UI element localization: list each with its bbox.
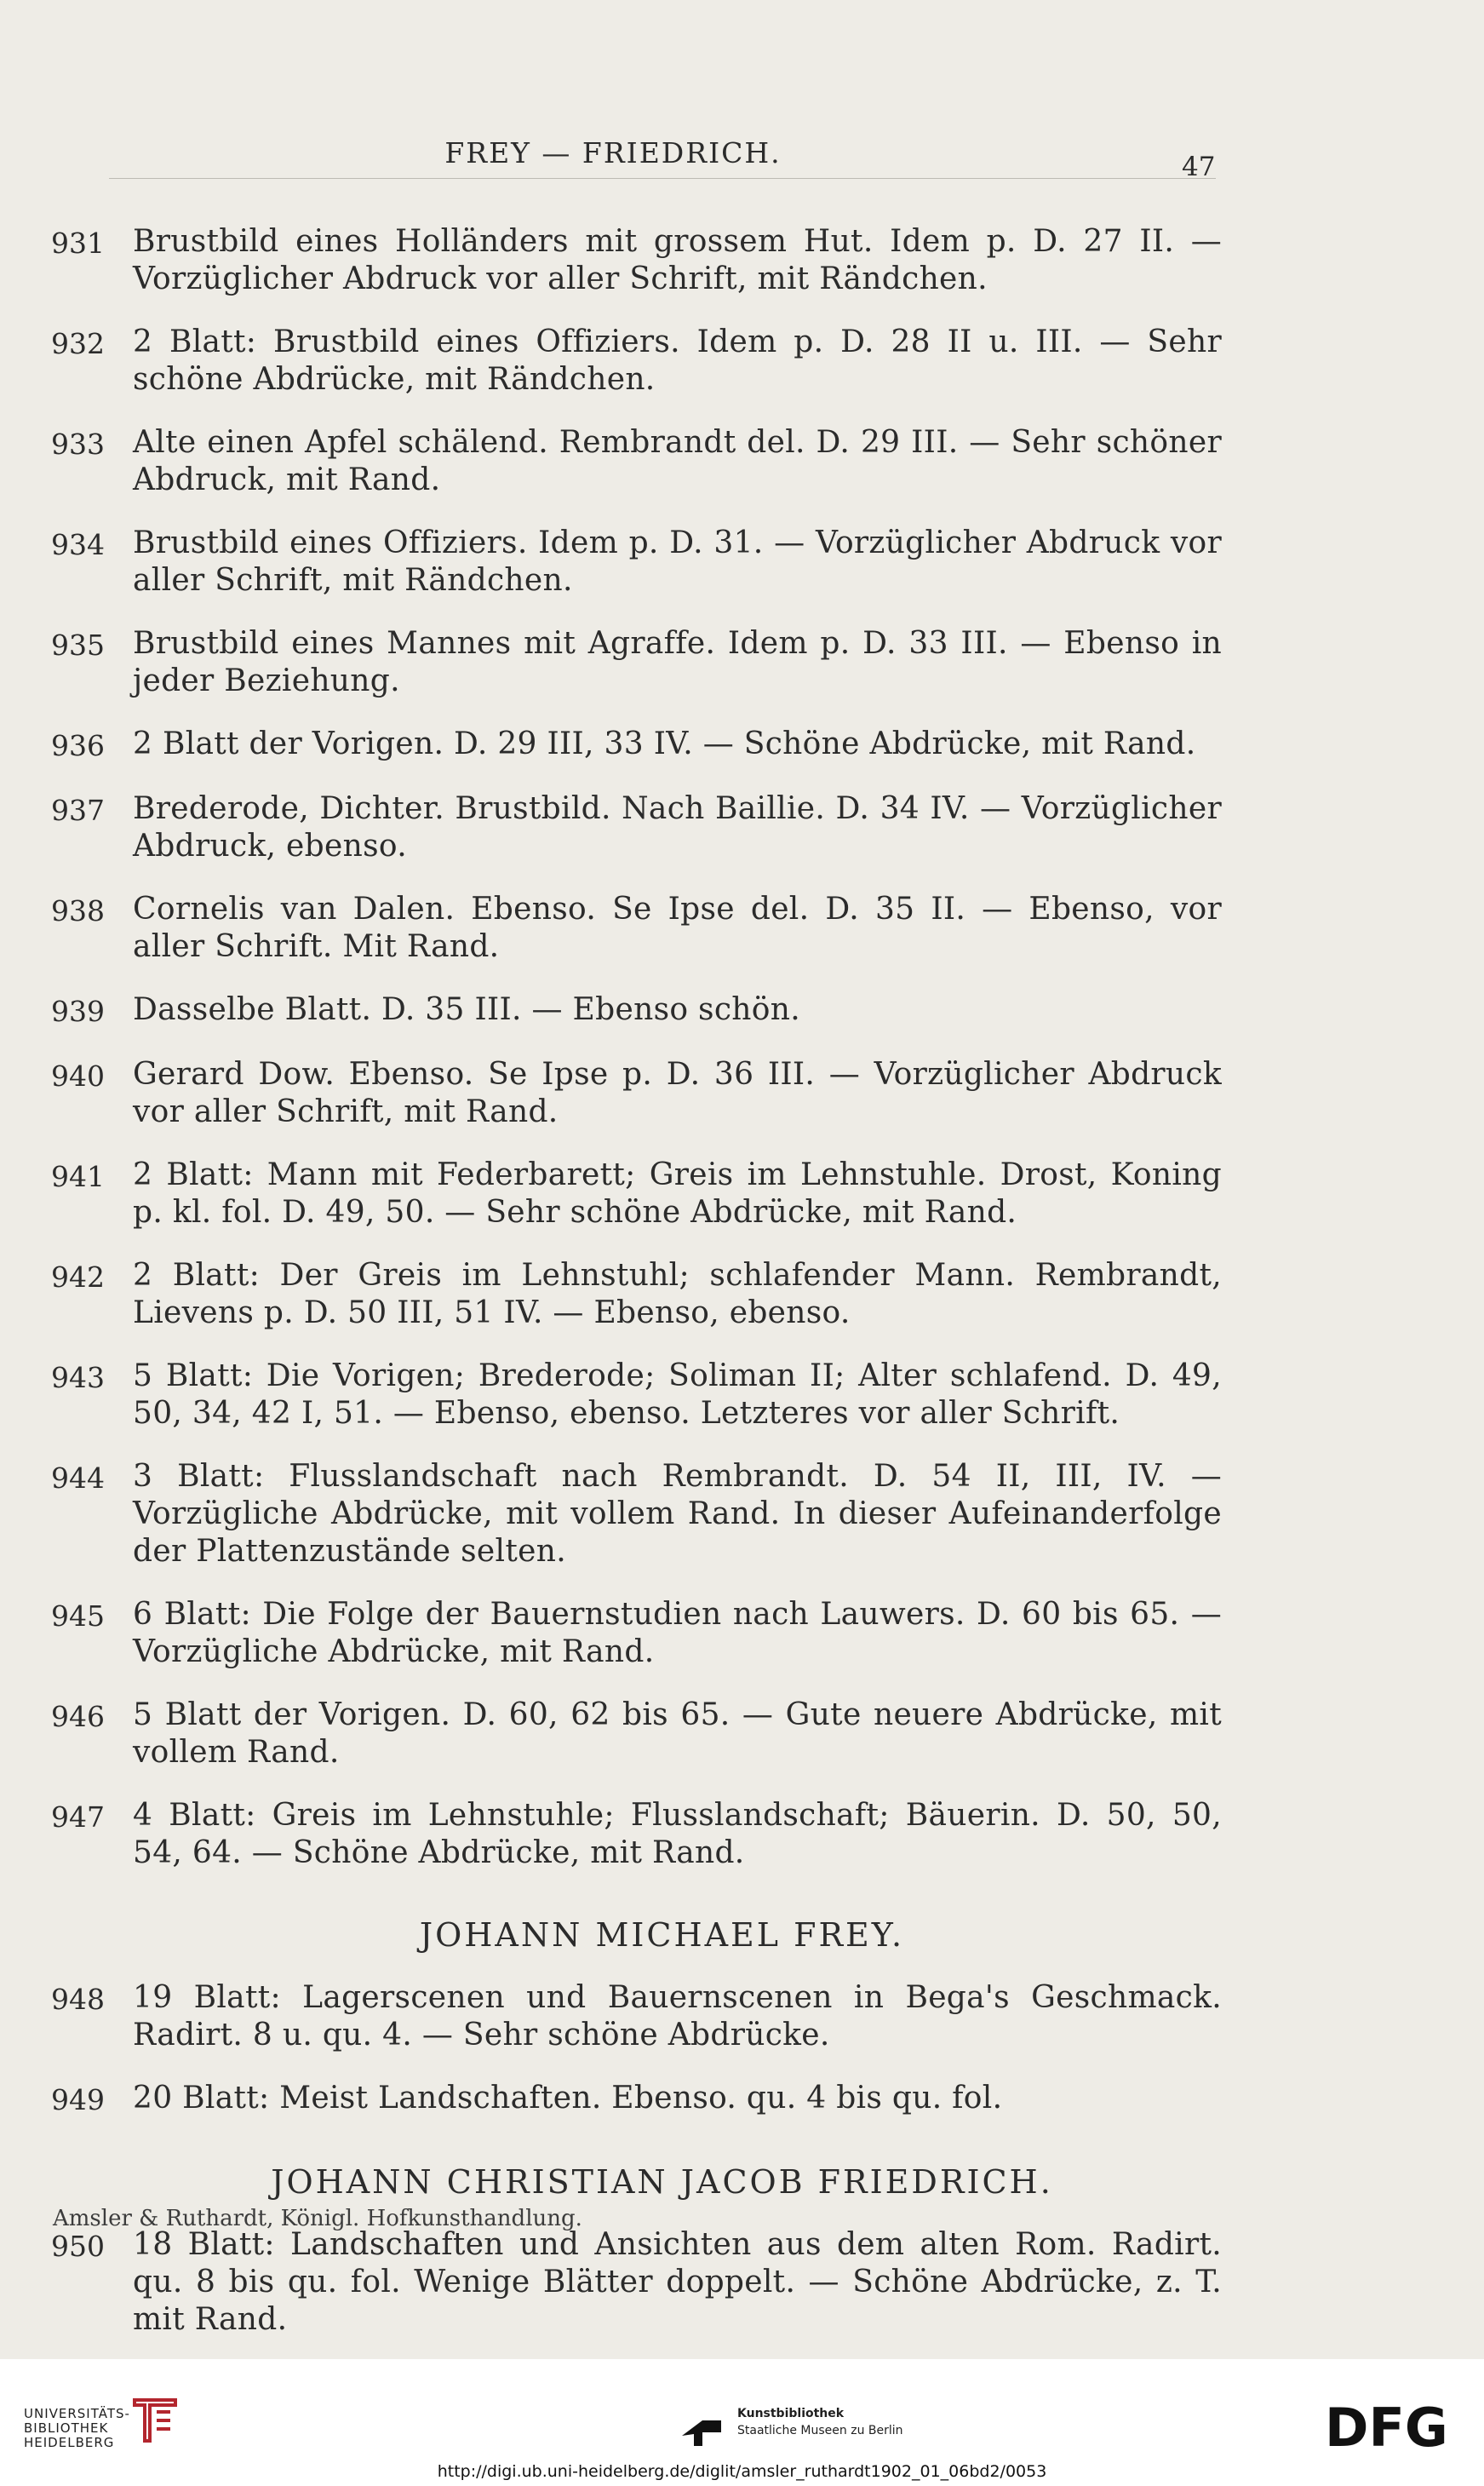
source-url[interactable]: http://digi.ub.uni-heidelberg.de/diglit/amsler_ruthardt1902_01_06bd2/0053 [437, 2462, 1047, 2481]
lot-description: 5 Blatt: Die Vorigen; Brederode; Soliman II; Alter schlafend. D. 49, 50, 34, 42 I, 51. — Ebenso, ebenso. Letzteres vor aller Schrift. [133, 1358, 1222, 1431]
lot-number: 947 [51, 1800, 105, 1834]
catalogue-entry [51, 2080, 1222, 2119]
catalogue-entry [51, 1458, 1222, 1570]
lot-number: 940 [51, 1059, 105, 1093]
section-heading: JOHANN MICHAEL FREY. [419, 1916, 905, 1954]
catalogue-entry [51, 1157, 1222, 1232]
lot-description: Alte einen Apfel schälend. Rembrandt del. D. 29 III. — Sehr schöner Abdruck, mit Rand. [133, 425, 1222, 497]
lot-description: Cornelis van Dalen. Ebenso. Se Ipse del. D. 35 II. — Ebenso, vor aller Schrift. Mit Rand. [133, 892, 1222, 964]
lot-number: 937 [51, 794, 105, 827]
lot-number: 946 [51, 1700, 105, 1733]
catalogue-entry [51, 1797, 1222, 1872]
lot-description: 19 Blatt: Lagerscenen und Bauernscenen in Bega's Geschmack. Radirt. 8 u. qu. 4. — Sehr schöne Abdrücke. [133, 1980, 1222, 2053]
lot-number: 948 [51, 1983, 105, 2016]
lot-description: 2 Blatt: Der Greis im Lehnstuhl; schlafender Mann. Rembrandt, Lievens p. D. 50 III, 51 IV. — Ebenso, ebenso. [133, 1258, 1222, 1330]
lot-description: Gerard Dow. Ebenso. Se Ipse p. D. 36 III. — Vorzüglicher Abdruck vor aller Schrift, mit Rand. [133, 1057, 1222, 1129]
lot-number: 936 [51, 729, 105, 762]
lot-description: 20 Blatt: Meist Landschaften. Ebenso. qu. 4 bis qu. fol. [133, 2081, 1003, 2116]
lot-description: 2 Blatt: Mann mit Federbarett; Greis im Lehnstuhle. Drost, Koning p. kl. fol. D. 49, 50. — Sehr schöne Abdrücke, mit Rand. [133, 1157, 1222, 1230]
university-library-label [24, 2407, 130, 2450]
catalogue-entry [51, 324, 1222, 399]
lot-number: 933 [51, 428, 105, 461]
lot-number: 942 [51, 1260, 105, 1294]
lot-number: 932 [51, 327, 105, 360]
lot-number: 939 [51, 995, 105, 1028]
section-heading: JOHANN CHRISTIAN JACOB FRIEDRICH. [271, 2163, 1053, 2201]
catalogue-entry [51, 1056, 1222, 1131]
catalogue-entry [51, 891, 1222, 966]
lot-number: 950 [51, 2230, 105, 2263]
catalogue-entry [51, 790, 1222, 865]
lot-description: 3 Blatt: Flusslandschaft nach Rembrandt. D. 54 II, III, IV. — Vorzügliche Abdrücke, mit vollem Rand. In dieser Aufeinanderfolge der Plattenzustände selten. [133, 1459, 1222, 1569]
running-head: FREY — FRIEDRICH. [444, 136, 782, 169]
lot-number: 931 [51, 227, 105, 260]
lot-description: Dasselbe Blatt. D. 35 III. — Ebenso schön. [133, 992, 800, 1027]
lot-description: Brustbild eines Mannes mit Agraffe. Idem p. D. 33 III. — Ebenso in jeder Beziehung. [133, 626, 1222, 698]
page-number: 47 [1182, 152, 1216, 182]
heidelberg-library-logo-icon [128, 2395, 182, 2446]
lot-number: 935 [51, 629, 105, 662]
lot-description: Brustbild eines Offiziers. Idem p. D. 31. — Vorzüglicher Abdruck vor aller Schrift, mit Rändchen. [133, 525, 1222, 598]
catalogue-entry [51, 1697, 1222, 1771]
lot-description: 2 Blatt der Vorigen. D. 29 III, 33 IV. — Schöne Abdrücke, mit Rand. [133, 726, 1196, 761]
university-line: BIBLIOTHEK [24, 2420, 109, 2436]
lot-description: 4 Blatt: Greis im Lehnstuhle; Flusslandschaft; Bäuerin. D. 50, 50, 54, 64. — Schöne Abdrücke, mit Rand. [133, 1798, 1222, 1870]
catalogue-entries [51, 223, 1222, 2364]
header-rule [109, 178, 1216, 179]
kunstbibliothek-subtitle: Staatliche Museen zu Berlin [737, 2424, 903, 2437]
dfg-logo-text: DFG [1325, 2400, 1448, 2451]
catalogue-entry [51, 991, 1222, 1031]
lot-number: 943 [51, 1361, 105, 1394]
lot-description: 18 Blatt: Landschaften und Ansichten aus dem alten Rom. Radirt. qu. 8 bis qu. fol. Wenige Blätter doppelt. — Schöne Abdrücke, z. T. mit Rand. [133, 2227, 1222, 2337]
catalogue-entry [51, 1257, 1222, 1332]
lot-number: 949 [51, 2083, 105, 2116]
lot-description: Brederode, Dichter. Brustbild. Nach Baillie. D. 34 IV. — Vorzüglicher Abdruck, ebenso. [133, 791, 1222, 864]
kunstbibliothek-title: Kunstbibliothek [737, 2407, 845, 2420]
lot-description: 2 Blatt: Brustbild eines Offiziers. Idem p. D. 28 II u. III. — Sehr schöne Abdrücke, mit Rändchen. [133, 324, 1222, 397]
catalogue-entry [51, 2226, 1222, 2339]
lot-number: 941 [51, 1160, 105, 1193]
catalogue-entry [51, 525, 1222, 600]
lot-description: 6 Blatt: Die Folge der Bauernstudien nach Lauwers. D. 60 bis 65. — Vorzügliche Abdrücke, mit Rand. [133, 1597, 1222, 1669]
lot-number: 945 [51, 1599, 105, 1633]
catalogue-entry [51, 424, 1222, 499]
kunstbibliothek-label [737, 2405, 903, 2439]
catalogue-entry [51, 1979, 1222, 2054]
catalogue-entry [51, 223, 1222, 298]
catalogue-entry [51, 726, 1222, 765]
catalogue-entry [51, 1358, 1222, 1432]
catalogue-entry [51, 1596, 1222, 1671]
lot-number: 944 [51, 1461, 105, 1495]
university-line: HEIDELBERG [24, 2435, 115, 2450]
catalogue-entry [51, 625, 1222, 700]
publisher-imprint: Amsler & Ruthardt, Königl. Hofkunsthandlung. [53, 2206, 582, 2231]
dfg-logo-icon [1325, 2400, 1461, 2451]
kunstbibliothek-logo-icon [677, 2402, 725, 2449]
digitization-banner [0, 2359, 1484, 2486]
lot-number: 938 [51, 894, 105, 927]
lot-description: Brustbild eines Holländers mit grossem Hut. Idem p. D. 27 II. — Vorzüglicher Abdruck vor aller Schrift, mit Rändchen. [133, 224, 1222, 296]
lot-number: 934 [51, 528, 105, 561]
university-line: UNIVERSITÄTS- [24, 2406, 130, 2421]
lot-description: 5 Blatt der Vorigen. D. 60, 62 bis 65. — Gute neuere Abdrücke, mit vollem Rand. [133, 1697, 1222, 1770]
